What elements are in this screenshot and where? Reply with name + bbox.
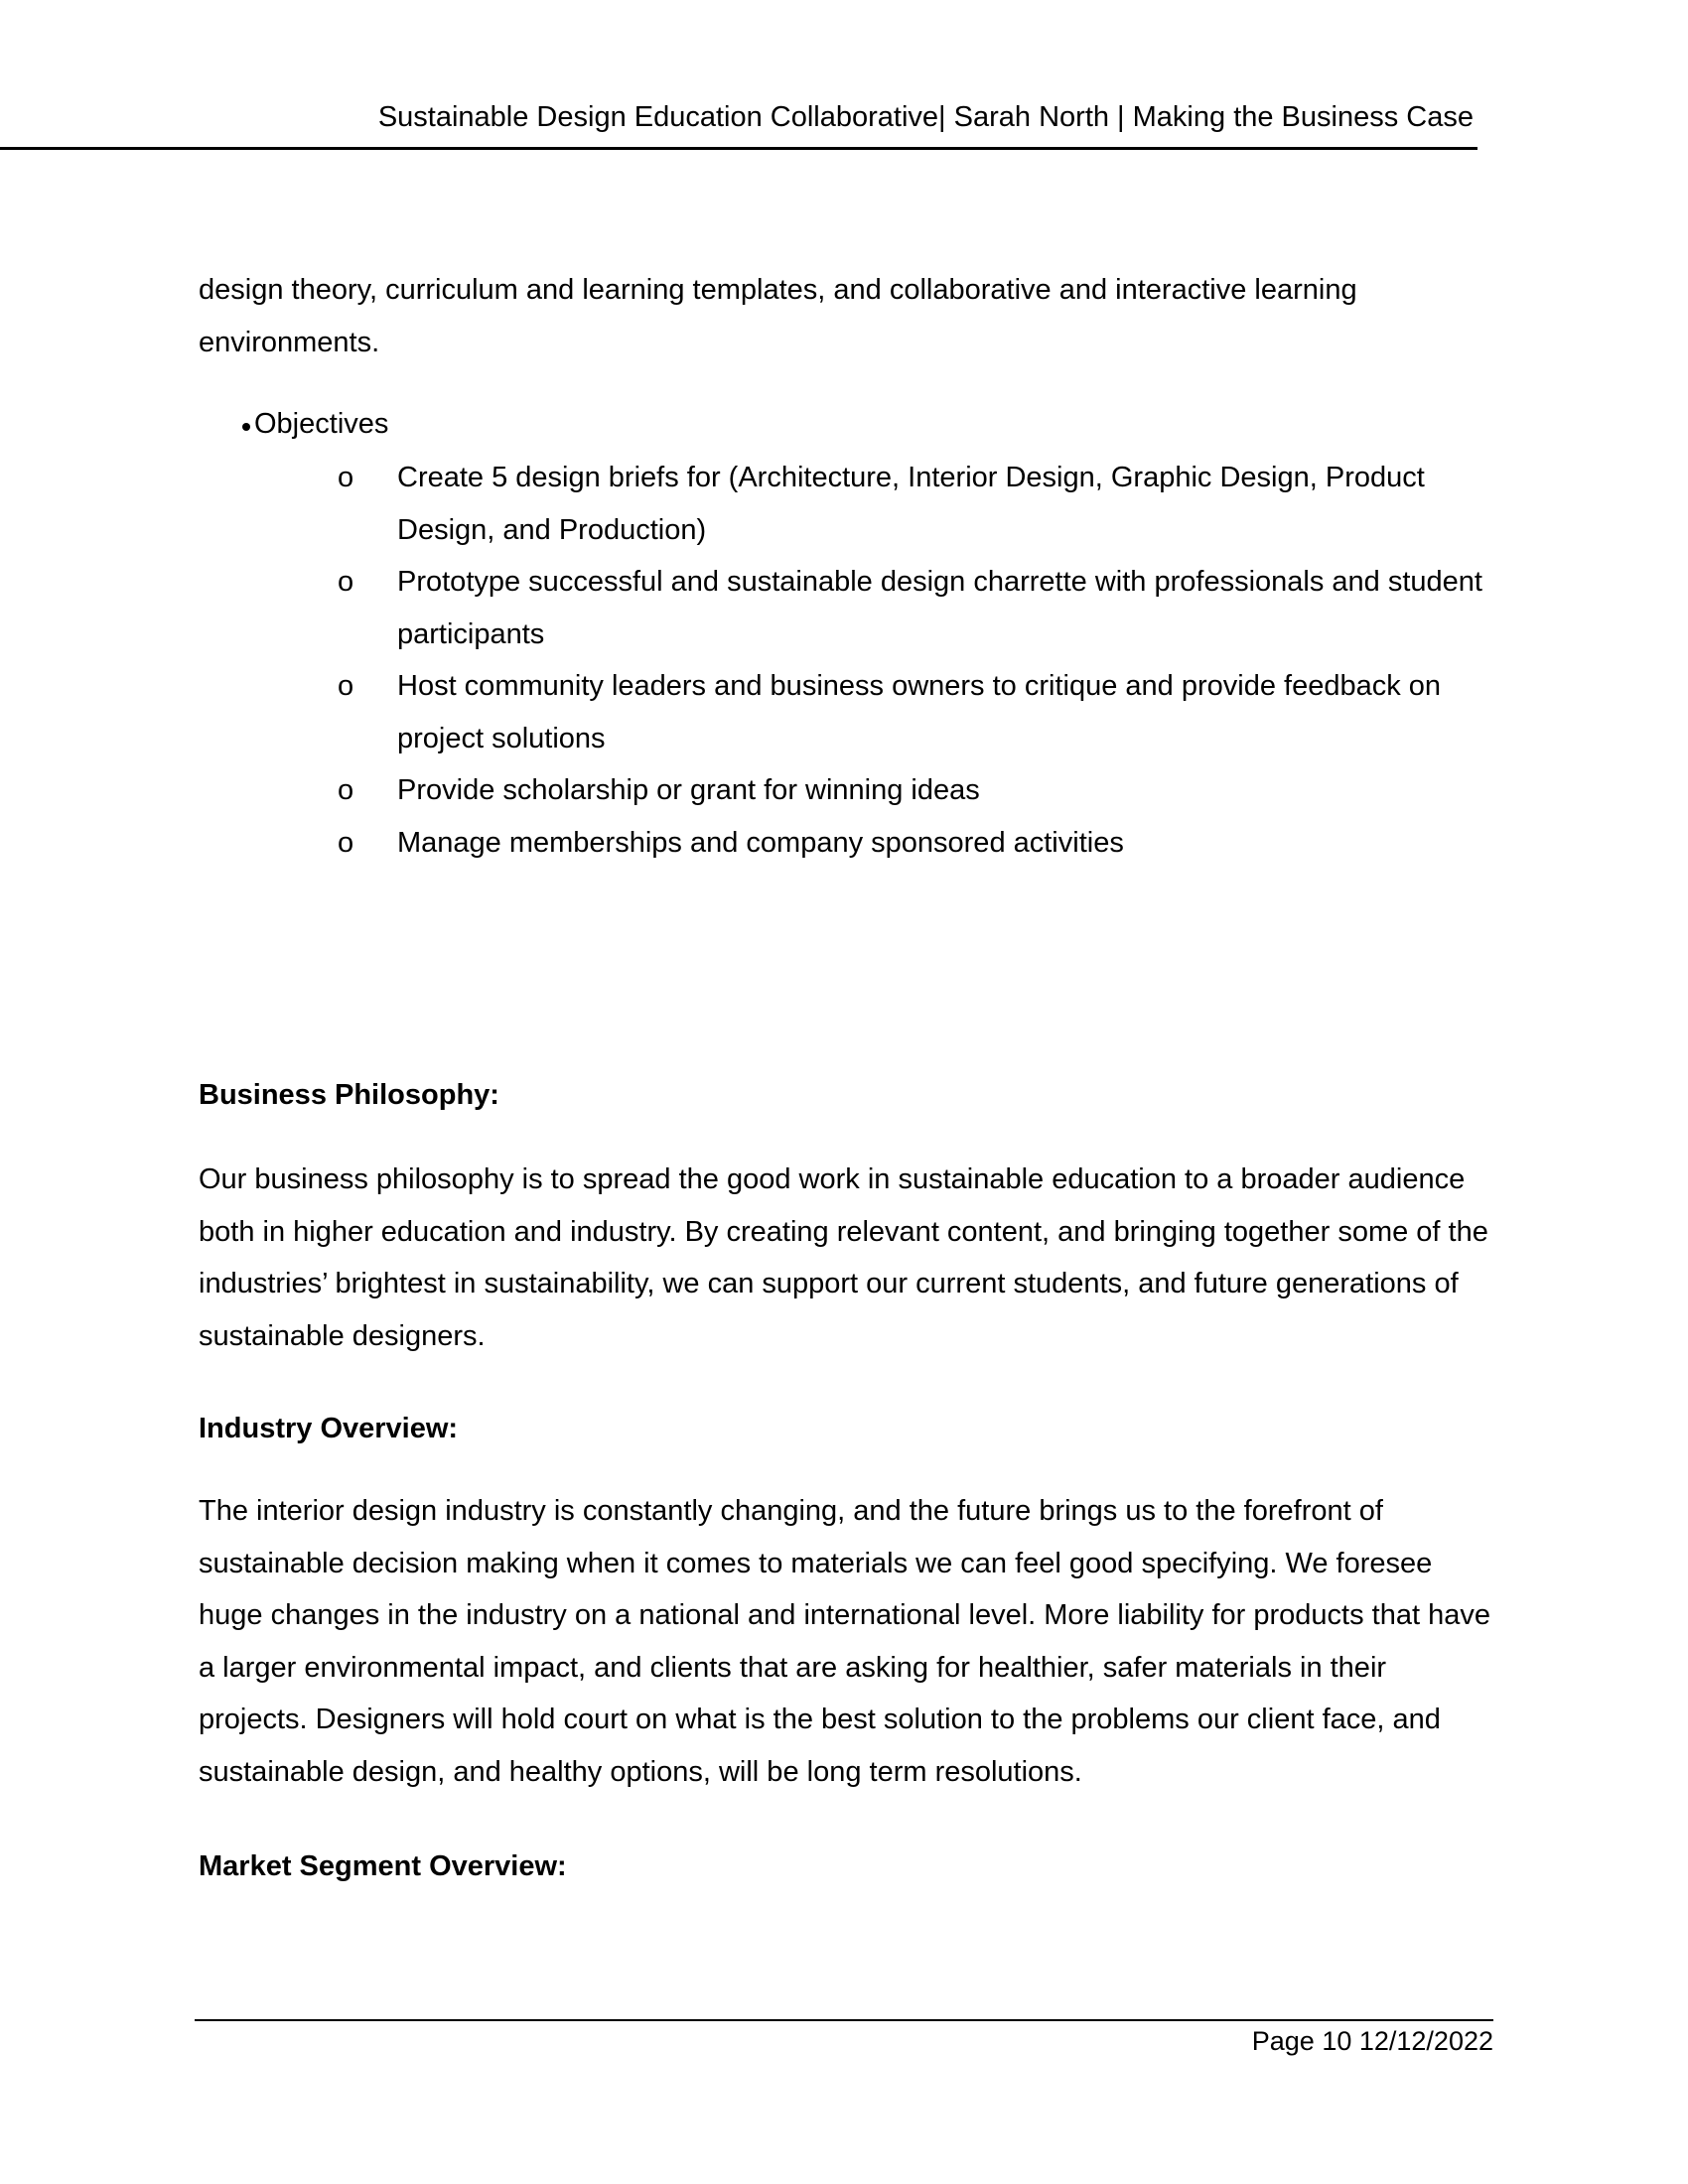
list-item-text: Create 5 design briefs for (Architecture, Interior Design, Graphic Design, Product Design, and Production)	[397, 462, 1425, 546]
list-item	[338, 817, 1489, 870]
list-item	[338, 452, 1489, 556]
circle-bullet-icon: o	[338, 774, 354, 806]
list-item-text: Provide scholarship or grant for winning ideas	[397, 774, 980, 806]
header-divider	[0, 147, 1477, 150]
objectives-bullet	[242, 404, 388, 444]
list-item	[338, 556, 1489, 660]
intro-paragraph: design theory, curriculum and learning templates, and collaborative and interactive learning environments.	[199, 274, 1357, 358]
list-item	[338, 660, 1489, 764]
circle-bullet-icon: o	[338, 566, 354, 598]
list-item-text: Host community leaders and business owners to critique and provide feedback on project solutions	[397, 670, 1442, 754]
circle-bullet-icon: o	[338, 670, 354, 702]
list-item-text: Prototype successful and sustainable design charrette with professionals and student participants	[397, 566, 1482, 650]
business-philosophy-paragraph: Our business philosophy is to spread the good work in sustainable education to a broader audience both in higher education and industry. By creating relevant content, and bringing together some of the industries’ brightest in sustainability, we can support our current students, and future generations of sustainable designers.	[199, 1163, 1488, 1352]
bullet-dot-icon	[242, 423, 250, 431]
circle-bullet-icon: o	[338, 826, 354, 859]
objectives-label: Objectives	[254, 408, 389, 440]
industry-overview-heading: Industry Overview:	[199, 1413, 459, 1444]
list-item	[338, 764, 1489, 817]
market-segment-heading: Market Segment Overview:	[199, 1850, 567, 1882]
running-header: Sustainable Design Education Collaborative| Sarah North | Making the Business Case	[377, 101, 1474, 133]
page-number-footer: Page 10 12/12/2022	[1251, 2026, 1493, 2056]
objectives-list	[338, 452, 1489, 869]
list-item-text: Manage memberships and company sponsored activities	[397, 826, 1124, 859]
circle-bullet-icon: o	[338, 462, 354, 493]
business-philosophy-heading: Business Philosophy:	[199, 1079, 499, 1111]
industry-overview-paragraph: The interior design industry is constantly changing, and the future brings us to the forefront of sustainable decision making when it comes to materials we can feel good specifying. We foresee huge changes in the industry on a national and international level. More liability for products that have a larger environmental impact, and clients that are asking for healthier, safer materials in their projects. Designers will hold court on what is the best solution to the problems our client face, and sustainable design, and healthy options, will be long term resolutions.	[199, 1495, 1490, 1788]
